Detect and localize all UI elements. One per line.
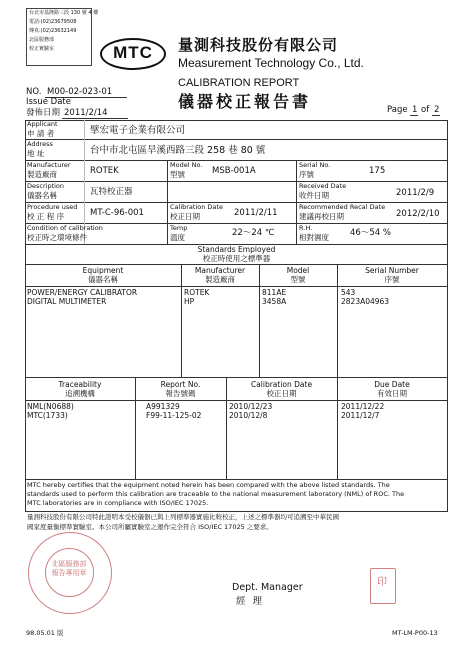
temp-label-en: Temp (170, 224, 188, 232)
temp-value: 22～24 ℃ (232, 228, 275, 238)
applicant-value: 擘宏電子企業有限公司 (90, 125, 186, 136)
statement-zh-line-2: 國家度量衡標準實驗室。本公司所屬實驗室之運作完全符合 ISO/IEC 17025 之要求。 (27, 523, 273, 531)
cal-date-value: 2011/2/11 (234, 208, 278, 218)
seal-text: 北區服務部 報告專用章 (51, 560, 87, 578)
model-value: MSB-001A (212, 166, 256, 176)
description-value: 瓦特校正器 (90, 187, 133, 197)
std-header-equipment-en: Equipment (82, 266, 124, 275)
trace-row1-cal: 2010/12/23 (229, 402, 273, 411)
mtc-logo-text: MTC (113, 43, 153, 62)
recal-date-label-zh: 建議再校日期 (299, 212, 344, 221)
std-header-manufacturer-en: Manufacturer (194, 266, 246, 275)
report-title-zh: 儀器校正報告書 (178, 92, 312, 111)
company-name-zh: 量測科技股份有限公司 (178, 36, 339, 54)
issue-date-label-en: Issue Date (26, 97, 71, 107)
address-line-1: 台北市基隆路三段 130 號 4 樓 (29, 10, 99, 16)
statement-en-line-2: standards used to perform this calibration are traceable to the national measurement laboratory (NML) of ROC. The (27, 490, 405, 498)
address-line-3: 傳真:(02)23632149 (29, 28, 77, 34)
dept-manager-title-zh: 經 理 (236, 596, 265, 607)
std-header-model-zh: 型號 (290, 275, 306, 284)
model-label-en: Model No. (170, 161, 203, 169)
received-label-zh: 收件日期 (299, 191, 329, 200)
trace-header-report-zh: 報告號碼 (165, 389, 196, 398)
cal-date-label-zh: 校正日期 (170, 212, 200, 221)
manufacturer-label-en: Manufacturer (27, 161, 71, 169)
trace-header-due-zh: 有效日期 (377, 389, 407, 398)
trace-header-due-en: Due Date (374, 380, 410, 389)
company-name-en: Measurement Technology Co., Ltd. (178, 56, 364, 70)
std-row2-equipment: DIGITAL MULTIMETER (27, 297, 107, 306)
trace-header-agency-zh: 追溯機構 (65, 389, 95, 398)
statement-en-line-3: MTC laboratories are in compliance with ISO/IEC 17025. (27, 499, 209, 507)
address-label-zh: 地 址 (27, 149, 45, 158)
address-line-5: 校正實驗室 (29, 46, 55, 52)
std-header-serial-zh: 序號 (384, 275, 400, 284)
description-label-zh: 儀器名稱 (27, 191, 57, 200)
cal-date-label-en: Calibration Date (170, 203, 223, 211)
trace-row2-cal: 2010/12/8 (229, 411, 268, 420)
trace-header-cal-en: Calibration Date (250, 380, 313, 389)
received-label-en: Received Date (299, 182, 347, 190)
statement-zh-line-1: 量測科技股份有限公司特此證明本受校儀器已與上列標準器實施比較校正，上述之標準器均可追溯至中華民國 (27, 513, 339, 521)
address-line-4: 北區服務部 (29, 37, 55, 43)
condition-label-en: Condition of calibration (27, 224, 103, 232)
std-row1-manufacturer: ROTEK (184, 288, 210, 297)
std-header-serial-en: Serial Number (365, 266, 419, 275)
received-value: 2011/2/9 (396, 188, 435, 198)
statement-en-line-1: MTC hereby certifies that the equipment noted herein has been compared with the above listed standards. The (27, 481, 390, 489)
std-row1-equipment: POWER/ENERGY CALIBRATOR (27, 288, 138, 297)
report-title-en: CALIBRATION REPORT (178, 77, 300, 89)
trace-row2-due: 2011/12/7 (341, 411, 380, 420)
recal-date-label-en: Recommended Recal Date (299, 203, 386, 211)
issue-date-value: 2011/2/14 (64, 108, 108, 118)
issue-date-label-zh: 發佈日期 (26, 108, 61, 118)
procedure-label-zh: 校 正 程 序 (27, 212, 65, 221)
standards-title-zh: 校正時使用之標準器 (202, 254, 271, 263)
serial-value: 175 (369, 166, 386, 176)
std-header-model-en: Model (286, 266, 310, 275)
trace-header-cal-zh: 校正日期 (266, 389, 297, 398)
footer-form-code: MT-LM-P00-13 (392, 629, 438, 637)
std-header-equipment-zh: 儀器名稱 (88, 275, 118, 284)
trace-row1-report: A991329 (146, 402, 180, 411)
page-of: of (421, 105, 430, 115)
serial-label-zh: 序號 (299, 170, 314, 179)
applicant-label-en: Applicant (27, 120, 58, 128)
address-line-2: 電話:(02)23679508 (29, 19, 77, 25)
recal-date-value: 2012/2/10 (396, 209, 440, 219)
footer-version: 98.05.01 版 (26, 629, 64, 637)
address-label-en: Address (27, 140, 53, 148)
std-row1-serial: 543 (341, 288, 356, 297)
rh-label-en: R.H. (299, 224, 313, 232)
std-row2-serial: 2823A04963 (341, 297, 390, 306)
trace-header-report-en: Report No. (160, 380, 201, 389)
manufacturer-value: ROTEK (90, 166, 119, 176)
standards-title-en: Standards Employed (197, 245, 276, 254)
description-label-en: Description (27, 182, 65, 190)
std-row1-model: 811AE (262, 288, 287, 297)
page-total: 2 (434, 105, 440, 115)
std-row2-model: 3458A (262, 297, 287, 306)
trace-row1-agency: NML(N0688) (27, 402, 74, 411)
trace-header-agency-en: Traceability (58, 380, 102, 389)
procedure-label-en: Procedure used (27, 203, 78, 211)
page-number: 1 (412, 105, 418, 115)
serial-label-en: Serial No. (299, 161, 331, 169)
std-row2-manufacturer: HP (184, 297, 195, 306)
manufacturer-label-zh: 製造廠商 (27, 170, 57, 179)
rh-label-zh: 相對濕度 (299, 233, 329, 242)
trace-row2-report: F99-11-125-02 (146, 411, 202, 420)
model-label-zh: 型號 (170, 170, 185, 179)
std-header-manufacturer-zh: 製造廠商 (205, 275, 235, 284)
report-no-value: M00-02-023-01 (47, 87, 113, 97)
report-no-label: NO. (26, 87, 42, 97)
condition-label-zh: 校正時之環境條件 (27, 233, 87, 242)
trace-row2-agency: MTC(1733) (27, 411, 68, 420)
dept-manager-title-en: Dept. Manager (232, 582, 303, 593)
rh-value: 46～54 % (350, 228, 391, 238)
procedure-value: MT-C-96-001 (90, 208, 144, 218)
applicant-label-zh: 申 請 者 (27, 129, 55, 138)
manager-seal-text: 印 (377, 577, 387, 588)
trace-row1-due: 2011/12/22 (341, 402, 385, 411)
page-label: Page (387, 105, 408, 115)
address-value: 台中市北屯區旱溪西路三段 258 巷 80 號 (90, 145, 266, 156)
temp-label-zh: 溫度 (170, 233, 185, 242)
